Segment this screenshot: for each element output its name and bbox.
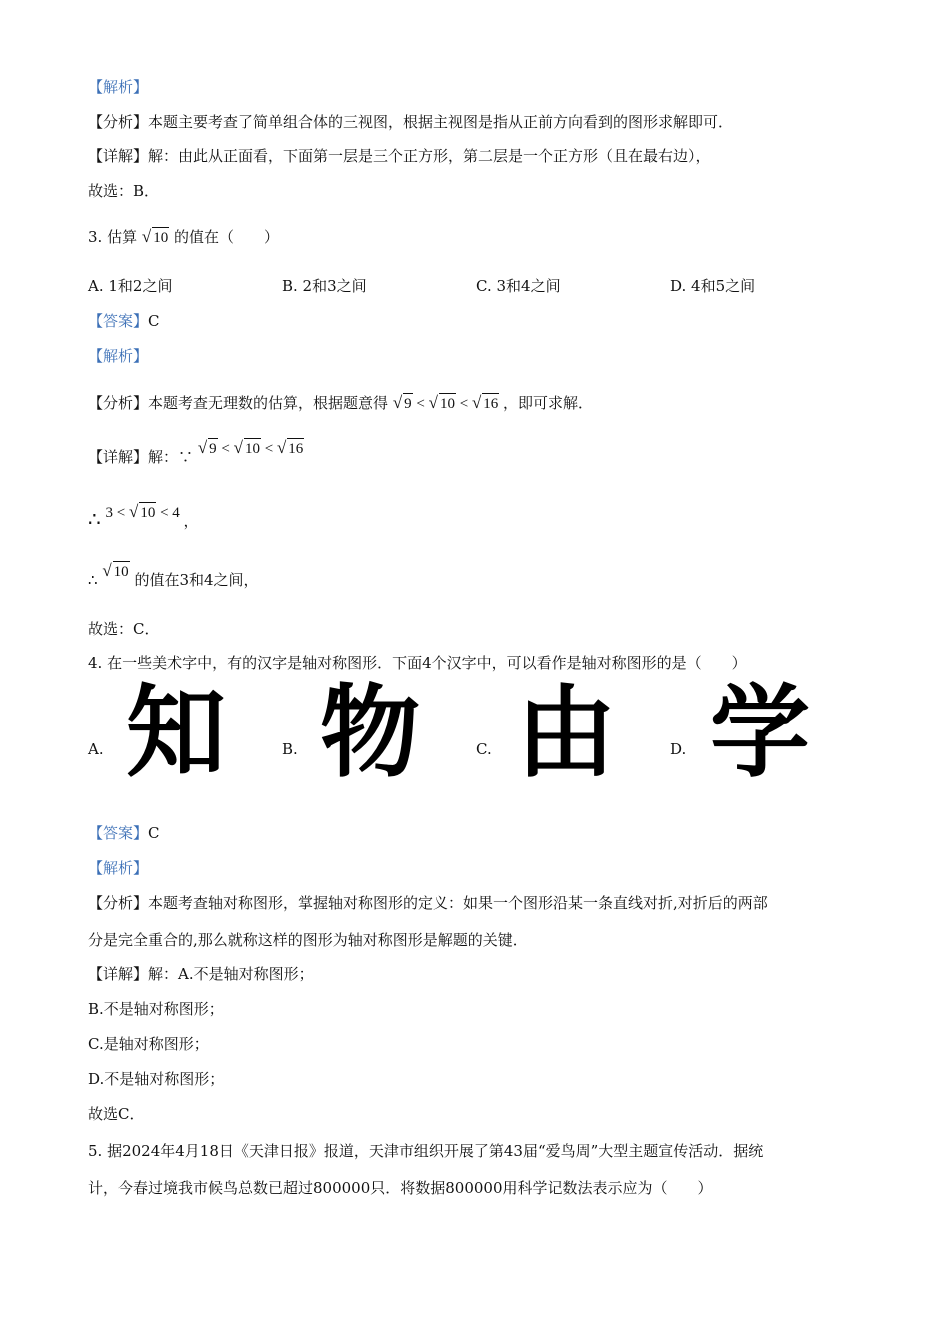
- q3-option-d: D. 4和5之间: [670, 277, 756, 295]
- q3-option-b: B. 2和3之间: [282, 277, 367, 295]
- q4-option-d-char: 学: [710, 674, 810, 791]
- q3-analysis: 【分析】本题考查无理数的估算，根据题意得 √ 9 < √ 10 < √ 16 ，即可求解．: [88, 393, 594, 412]
- q4-option-c-label: C.: [476, 740, 492, 758]
- q4-analysis-line2: 分是完全重合的,那么就称这样的图形为轴对称图形是解题的关键．: [88, 931, 528, 949]
- q4-option-a-char: 知: [126, 674, 226, 791]
- q2-xiangjie-tag: 【详解】: [88, 147, 149, 165]
- q2-detail: [88, 146, 711, 166]
- q4-option-a-label: A.: [88, 740, 104, 758]
- q4-stem: 4. 在一些美术字中，有的汉字是轴对称图形．下面4个汉字中，可以看作是轴对称图形的是（ ）: [88, 654, 747, 672]
- q4-answer: 【答案】C: [88, 824, 160, 842]
- q3-jiexi-tag: 【解析】: [88, 347, 149, 365]
- q5-line2: 计，今春过境我市候鸟总数已超过800000只．将数据800000用科学记数法表示应为（ ）: [88, 1179, 713, 1197]
- q4-line-c: C.是轴对称图形；: [88, 1035, 209, 1053]
- q4-option-b-char: 物: [320, 674, 420, 791]
- q3-detail-ineq: √ 9 < √ 10 < √ 16: [197, 438, 304, 457]
- q4-analysis-line1: 【分析】本题考查轴对称图形，掌握轴对称图形的定义：如果一个图形沿某一条直线对折,对折后的两部: [88, 894, 768, 912]
- q2-xiangjie-text: 解：由此从正面看，下面第一层是三个正方形，第二层是一个正方形（且在最右边），: [148, 147, 711, 165]
- q3-option-a: A. 1和2之间: [88, 277, 173, 295]
- q4-option-c-char: 由: [516, 674, 616, 791]
- q4-line-b: B.不是轴对称图形；: [88, 1000, 224, 1018]
- q4-detail: 【详解】解：A.不是轴对称图形；: [88, 965, 314, 983]
- q3-answer: 【答案】C: [88, 312, 160, 330]
- q3-detail: 【详解】解：∵ √ 9 < √ 10 < √ 16: [88, 438, 304, 466]
- q4-jiexi-tag: 【解析】: [88, 859, 149, 877]
- q3-stem: 3. 估算 √ 10 的值在（ ）: [88, 227, 280, 246]
- q4-option-b-label: B.: [282, 740, 298, 758]
- q3-conclusion: 故选：C．: [88, 620, 160, 638]
- q3-analysis-ineq: √ 9 < √ 10 < √ 16: [392, 393, 499, 412]
- q2-fenxi-tag: 【分析】: [88, 113, 149, 131]
- q2-analysis: [88, 112, 733, 132]
- q3-sqrt: √ 10: [141, 227, 169, 246]
- q3-option-c: C. 3和4之间: [476, 277, 561, 295]
- q2-jiexi-tag: 【解析】: [88, 78, 149, 96]
- q4-line-d: D.不是轴对称图形；: [88, 1070, 225, 1088]
- q5-line1: 5. 据2024年4月18日《天津日报》报道，天津市组织开展了第43届“爱鸟周”大型主题宣传活动．据统: [88, 1142, 764, 1160]
- q4-conclusion: 故选C．: [88, 1105, 145, 1123]
- q3-step2: ∴ 3 < √ 10 < 4 ，: [88, 502, 199, 531]
- q4-option-d-label: D.: [670, 740, 687, 758]
- q3-step3: ∴ √ 10 的值在3和4之间，: [88, 561, 259, 589]
- q2-fenxi-text: 本题主要考查了简单组合体的三视图，根据主视图是指从正前方向看到的图形求解即可．: [148, 113, 734, 131]
- q2-conclusion: 故选：B．: [88, 182, 160, 200]
